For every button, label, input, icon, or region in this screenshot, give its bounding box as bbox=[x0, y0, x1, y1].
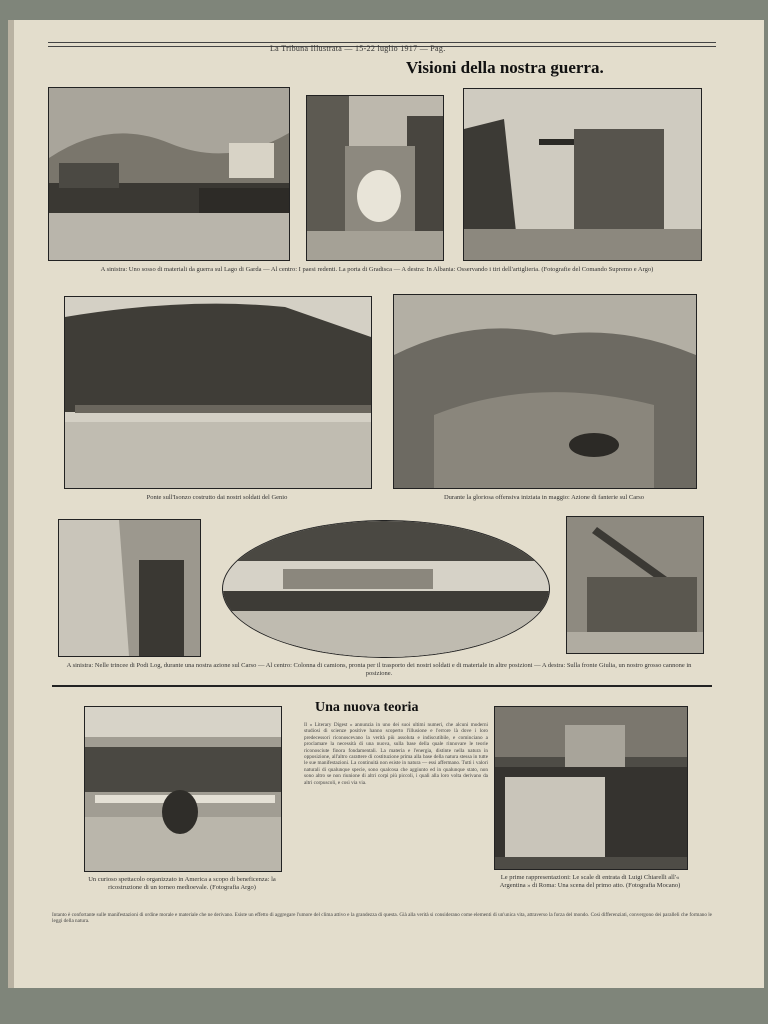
photo-scena-primo-atto bbox=[494, 706, 688, 870]
caption-carso: Durante la gloriosa offensiva iniziata in maggio: Azione di fanterie sul Carso bbox=[443, 494, 645, 501]
article-bottom-columns: Intanto è confortante sulle manifestazioni di ordine morale e materiale che ne derivano. Esiste un effetto di aggregare l'umore del clima attivo e la grandezza di questa. Già alla verità si considerano come elementi di un'unica vita, attraverso la forza del mondo. Così differenziati, convergono dei paralleli che formano le leggi della natura. bbox=[52, 912, 712, 925]
caption-row1: A sinistra: Uno sosso di materiali da guerra sul Lago di Garda — Al centro: I paesi redenti. La porta di Gradisca — A destra: In Albania: Osservando i tiri dell'artiglieria. (Fotografie del Comando Supremo e Argo) bbox=[100, 266, 654, 273]
top-rule bbox=[48, 42, 716, 43]
caption-ponte: Ponte sull'Isonzo costrutto dai nostri soldati del Genio bbox=[146, 494, 288, 501]
photo-porta-di-gradisca bbox=[306, 95, 444, 261]
page-title: Visioni della nostra guerra. bbox=[406, 58, 604, 77]
photo-trincee-podi-log bbox=[58, 519, 201, 657]
article-heading: Una nuova teoria bbox=[315, 700, 419, 715]
section-divider bbox=[52, 685, 712, 687]
photo-ponte-isonzo bbox=[64, 296, 372, 489]
running-head: La Tribuna Illustrata — 15-22 luglio 1917 — Pag. bbox=[270, 44, 446, 53]
photo-torneo-medioevale bbox=[84, 706, 282, 872]
caption-torneo: Un curioso spettacolo organizzato in America a scopo di beneficenza: la ricostruzione di un torneo medioevale. (Fotografia Argo) bbox=[88, 876, 276, 891]
photo-azione-carso bbox=[393, 294, 697, 489]
photo-albania-artiglieria bbox=[463, 88, 702, 261]
caption-row3: A sinistra: Nelle trincee di Podi Log, durante una nostra azione sul Carso — Al centro: Colonna di camions, pronta per il trasporto dei nostri soldati e di materiale in altre posizioni — A destra: Sulla fronte Giulia, un nostro grosso cannone in posizione. bbox=[66, 662, 692, 677]
photo-colonna-camions bbox=[222, 520, 550, 658]
article-column: Il « Literary Digest » annunzia in uno dei suoi ultimi numeri, che alcuni moderni studiosi di scienze positive hanno scoperto l'illusione e l'errore là dove i loro predecessori riconoscevano la verità più assoluta e indiscutibile, e cominciano a proclamare la necessità di una nuova, sulla base della quale rinnovare le teorie riconosciute finora fondamentali. La materia e l'energia, distinte nella natura in opposizione, all'altro carattere di costituzione prima alla base della natura stessa in tutte le sue manifestazioni. La continuità non esiste in natura — essi affermano. Tutti i valori naturali di qualunque specie, sono qualcosa che aggiunto ed in qualunque stato, non sono altro se non riunione di altri corpi più piccoli, i quali alla loro volta derivano da altri corpuscoli, e così via via. bbox=[304, 722, 488, 786]
photo-lago-di-garda bbox=[48, 87, 290, 261]
caption-scena: Le prime rappresentazioni: Le scale di entrata di Luigi Chiarelli all'« Argentina » di Roma: Una scena del primo atto. (Fotografia Mocano) bbox=[499, 874, 681, 889]
photo-cannone-fronte-giulia bbox=[566, 516, 704, 654]
